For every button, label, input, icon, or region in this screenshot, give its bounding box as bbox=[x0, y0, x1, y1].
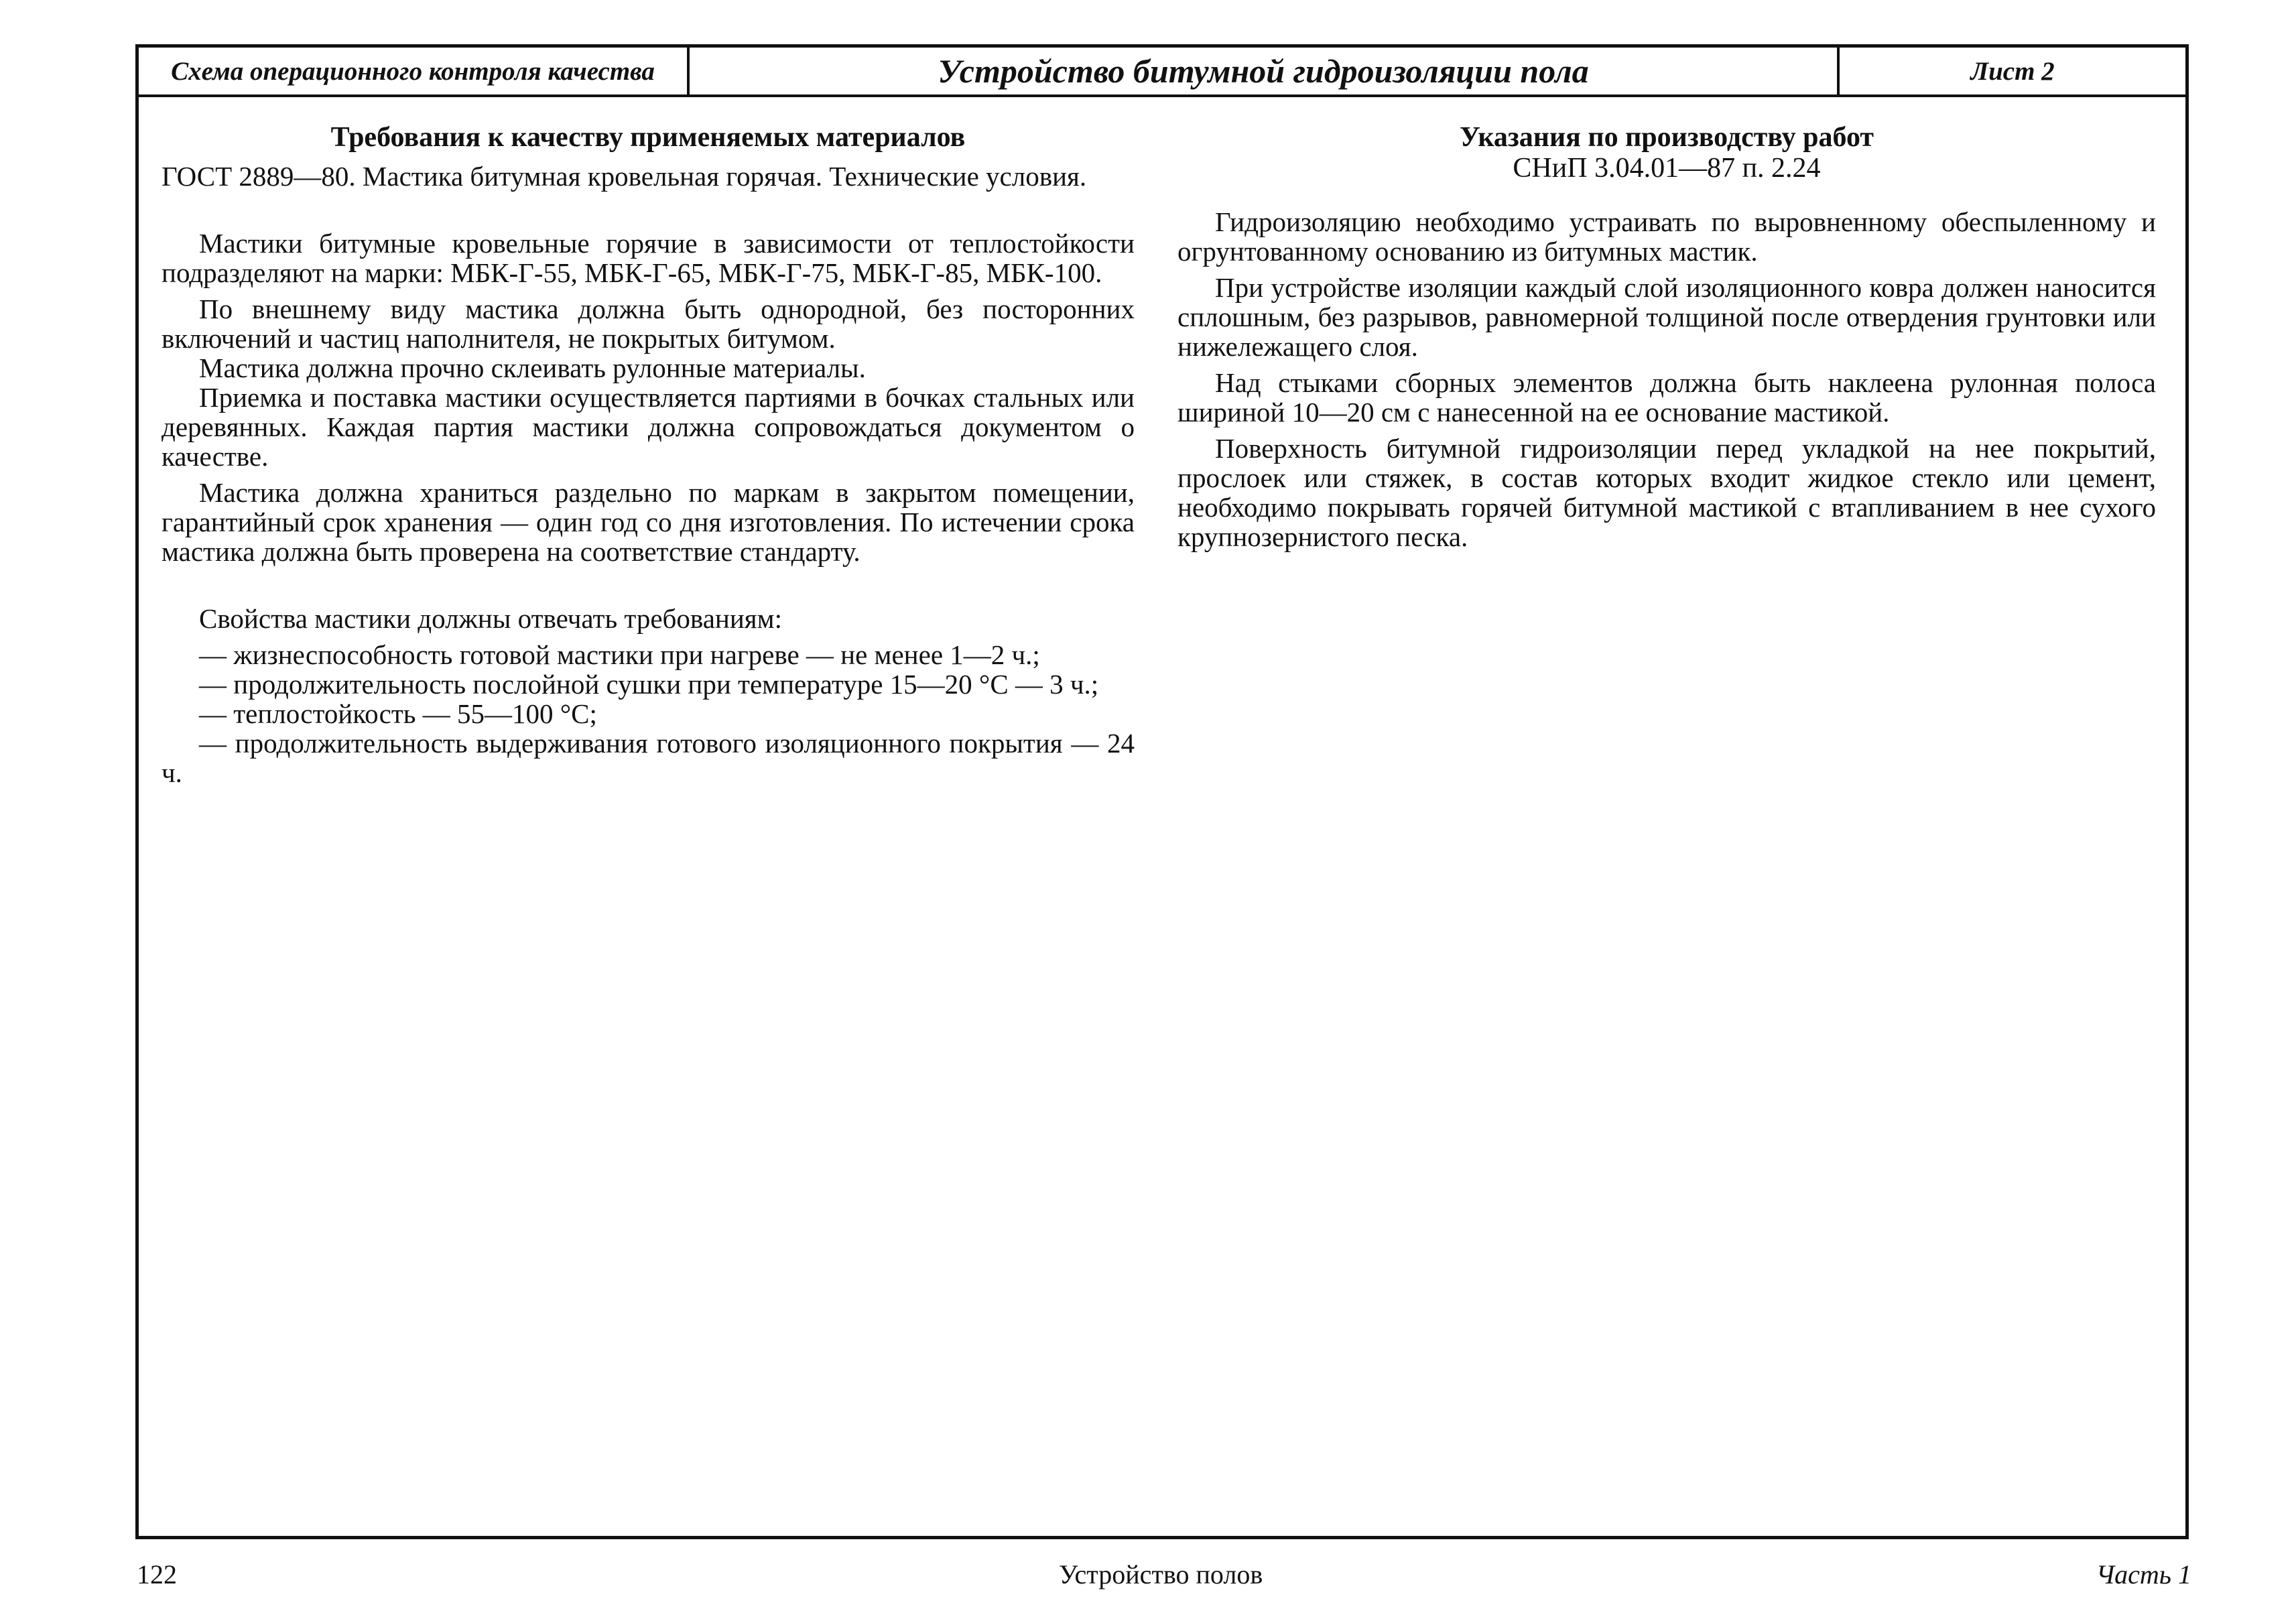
mastic-grades-paragraph: Мастики битумные кровельные горячие в зависимости от теплостойкости подразделяют на марки: МБК-Г-55, МБК-Г-65, МБК-Г-75, МБК-Г-85, МБК-100. bbox=[162, 228, 1135, 288]
instruction-paragraph: Гидроизоляцию необходимо устраивать по выровненному обеспыленному и огрунтованному основанию из битумных мастик. bbox=[1177, 206, 2156, 267]
instruction-paragraph: Над стыками сборных элементов должна быть наклеена рулонная полоса шириной 10—20 см с нанесенной на ее основание мастикой. bbox=[1177, 367, 2156, 428]
footer-part-label: Часть 1 bbox=[2096, 1559, 2191, 1589]
gost-reference: ГОСТ 2889—80. Мастика битумная кровельная горячая. Технические условия. bbox=[162, 161, 1087, 192]
page-number: 122 bbox=[137, 1559, 177, 1589]
document-frame bbox=[135, 44, 2189, 1539]
header-scheme-title: Схема операционного контроля качества bbox=[139, 48, 690, 94]
storage-paragraph: Мастика должна храниться раздельно по маркам в закрытом помещении, гарантийный срок хранения — один год со дня изготовления. По истечении срока мастика должна быть проверена на соответствие стандарту. bbox=[162, 477, 1135, 567]
header-row bbox=[139, 48, 2185, 97]
property-item: — продолжительность послойной сушки при температуре 15—20 °С — 3 ч.; bbox=[199, 669, 1099, 700]
property-item: — продолжительность выдерживания готового изоляционного покрытия — 24 ч. bbox=[162, 728, 1135, 788]
property-item: — жизнеспособность готовой мастики при нагреве — не менее 1—2 ч.; bbox=[199, 639, 1040, 670]
instruction-paragraph: Поверхность битумной гидроизоляции перед укладкой на нее покрытий, прослоек или стяжек, в состав которых входит жидкое стекло или цемент, необходимо покрывать горячей битумной мастикой с втапливанием в нее сухого крупнозернистого песка. bbox=[1177, 433, 2156, 552]
delivery-paragraph: Приемка и поставка мастики осуществляется партиями в бочках стальных или деревянных. Каждая партия мастики должна сопровождаться документом о качестве. bbox=[162, 382, 1135, 472]
footer-section-title: Устройство полов bbox=[1059, 1559, 1263, 1589]
property-item: — теплостойкость — 55—100 °С; bbox=[199, 698, 597, 729]
snip-reference: СНиП 3.04.01—87 п. 2.24 bbox=[1513, 153, 1821, 184]
materials-heading: Требования к качеству применяемых материалов bbox=[330, 122, 966, 153]
appearance-paragraph: По внешнему виду мастика должна быть однородной, без посторонних включений и частиц наполнителя, не покрытых битумом. bbox=[162, 294, 1135, 354]
materials-requirements-section bbox=[162, 121, 1135, 787]
instruction-paragraph: При устройстве изоляции каждый слой изоляционного ковра должен наносится сплошным, без разрывов, равномерной толщиной после отвердения грунтовки или нижележащего слоя. bbox=[1177, 272, 2156, 362]
properties-intro: Свойства мастики должны отвечать требованиям: bbox=[199, 603, 782, 634]
adhesion-paragraph: Мастика должна прочно склеивать рулонные материалы. bbox=[199, 352, 866, 383]
work-instructions-section bbox=[1177, 121, 2156, 551]
header-sheet-number: Лист 2 bbox=[1970, 56, 2055, 86]
header-document-title: Устройство битумной гидроизоляции пола bbox=[690, 48, 1840, 94]
instructions-heading: Указания по производству работ bbox=[1459, 122, 1874, 153]
